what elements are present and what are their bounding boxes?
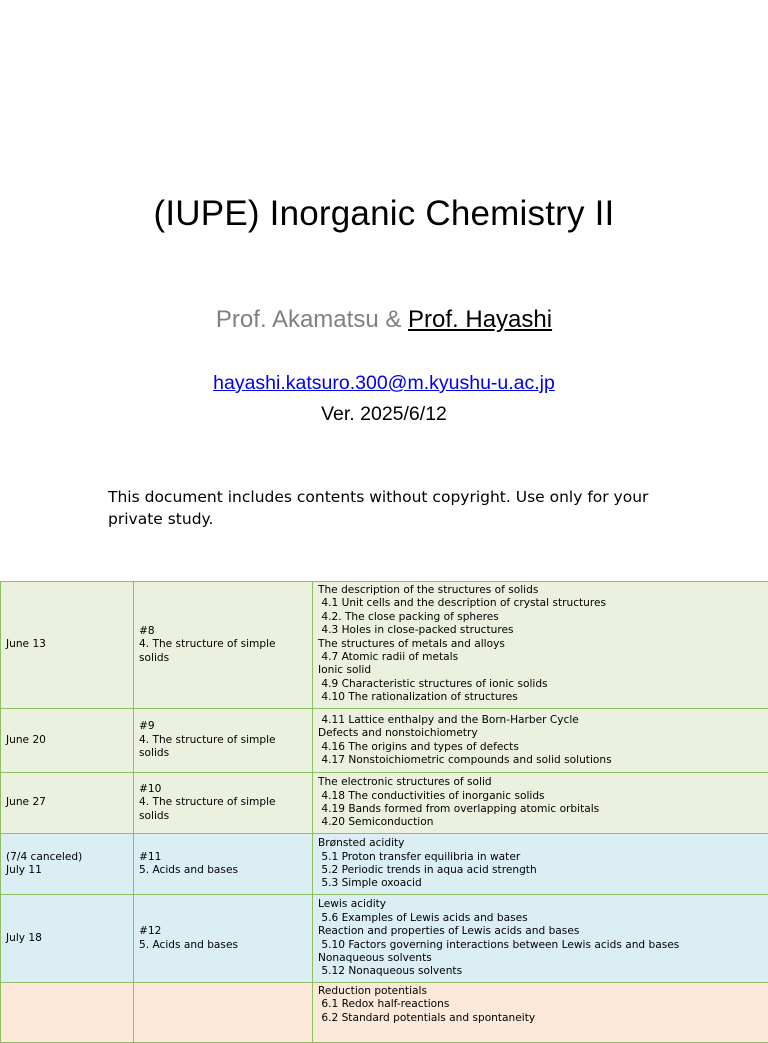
- author-akamatsu: Prof. Akamatsu &: [216, 306, 408, 333]
- lecture-cell: #11 5. Acids and bases: [134, 834, 313, 895]
- email-link[interactable]: hayashi.katsuro.300@m.kyushu-u.ac.jp: [0, 372, 768, 395]
- schedule-row: [1, 834, 768, 895]
- lecture-cell: #9 4. The structure of simple solids: [134, 709, 313, 773]
- topics-cell: The description of the structures of solids 4.1 Unit cells and the description of crystal structures 4.2. The close packing of spheres 4.3 Holes in close-packed structures The structures of metals and alloys 4.7 Atomic radii of metals Ionic solid 4.9 Characteristic structures of ionic solids 4.10 The rationalization of structures: [313, 582, 768, 709]
- lecture-cell: [134, 983, 313, 1043]
- lecture-cell: #10 4. The structure of simple solids: [134, 773, 313, 834]
- topics-cell: Brønsted acidity 5.1 Proton transfer equilibria in water 5.2 Periodic trends in aqua acid strength 5.3 Simple oxoacid: [313, 834, 768, 895]
- author-hayashi: Prof. Hayashi: [408, 306, 552, 333]
- date-cell: [1, 983, 134, 1043]
- schedule-row: [1, 709, 768, 773]
- date-cell: (7/4 canceled) July 11: [1, 834, 134, 895]
- date-cell: July 18: [1, 895, 134, 983]
- topics-cell: Lewis acidity 5.6 Examples of Lewis acids and bases Reaction and properties of Lewis acids and bases 5.10 Factors governing interactions between Lewis acids and bases Nonaqueous solvents 5.12 Nonaqueous solvents: [313, 895, 768, 983]
- version-label: Ver. 2025/6/12: [0, 403, 768, 426]
- schedule-row: [1, 895, 768, 983]
- copyright-notice: This document includes contents without copyright. Use only for your private study.: [108, 486, 688, 530]
- schedule-row: [1, 582, 768, 709]
- topics-cell: 4.11 Lattice enthalpy and the Born-Harber Cycle Defects and nonstoichiometry 4.16 The origins and types of defects 4.17 Nonstoichiometric compounds and solid solutions: [313, 709, 768, 773]
- schedule-table: [0, 581, 768, 1043]
- date-cell: June 27: [1, 773, 134, 834]
- document-title: (IUPE) Inorganic Chemistry II: [0, 194, 768, 234]
- lecture-cell: #12 5. Acids and bases: [134, 895, 313, 983]
- authors-line: [0, 306, 768, 334]
- date-cell: June 20: [1, 709, 134, 773]
- date-cell: June 13: [1, 582, 134, 709]
- topics-cell: The electronic structures of solid 4.18 The conductivities of inorganic solids 4.19 Bands formed from overlapping atomic orbitals 4.20 Semiconduction: [313, 773, 768, 834]
- schedule-row: [1, 983, 768, 1043]
- schedule-row: [1, 773, 768, 834]
- lecture-cell: #8 4. The structure of simple solids: [134, 582, 313, 709]
- topics-cell: Reduction potentials 6.1 Redox half-reactions 6.2 Standard potentials and spontaneity: [313, 983, 768, 1043]
